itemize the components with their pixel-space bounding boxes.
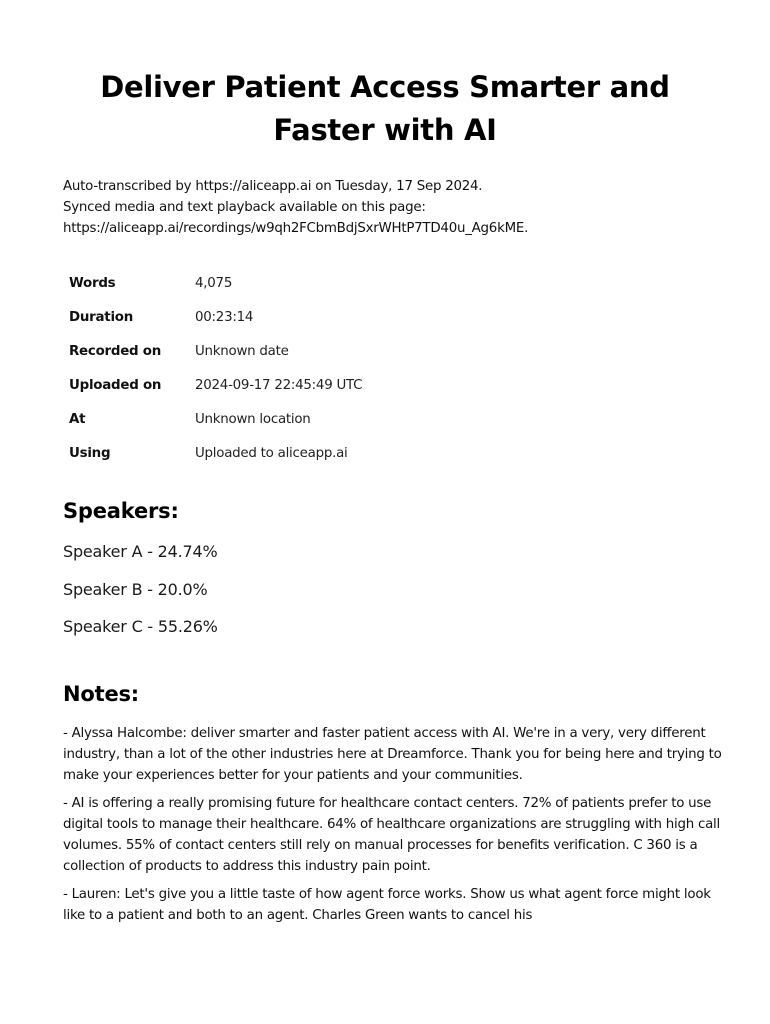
speakers-list [63, 540, 463, 653]
document-title: Deliver Patient Access Smarter and Faster with AI [100, 70, 670, 147]
auto-transcribed-line: Auto-transcribed by https://aliceapp.ai on Tuesday, 17 Sep 2024. [63, 179, 483, 194]
metadata-key: Words [69, 276, 116, 291]
note-paragraph: - Lauren: Let's give you a little taste of how agent force works. Show us what agent force might look like to a patient and both to an agent. Charles Green wants to cancel his [63, 887, 711, 923]
metadata-row-words [69, 273, 489, 307]
note-paragraph: - Alyssa Halcombe: deliver smarter and faster patient access with AI. We're in a very, very different industry, than a lot of the other industries here at Dreamforce. Thank you for being here and trying to make your experiences better for your patients and your communities. [63, 726, 722, 783]
metadata-value: Unknown date [195, 344, 289, 359]
metadata-value: 4,075 [195, 276, 233, 291]
metadata-key: Uploaded on [69, 378, 162, 393]
metadata-row-at [69, 409, 489, 443]
note-paragraph: - AI is offering a really promising future for healthcare contact centers. 72% of patients prefer to use digital tools to manage their healthcare. 64% of healthcare organizations are struggling with high call volumes. 55% of contact centers still rely on manual processes for benefits verification. C 360 is a collection of products to address this industry pain point. [63, 796, 721, 874]
synced-playback-line: Synced media and text playback available on this page: [63, 200, 426, 215]
metadata-row-recorded-on [69, 341, 489, 375]
metadata-row-uploaded-on [69, 375, 489, 409]
metadata-value: Unknown location [195, 412, 311, 427]
metadata-value: 2024-09-17 22:45:49 UTC [195, 378, 363, 393]
metadata-value: Uploaded to aliceapp.ai [195, 446, 348, 461]
metadata-key: At [69, 412, 86, 427]
speakers-heading: Speakers: [63, 499, 179, 523]
speaker-item: Speaker C - 55.26% [63, 617, 218, 636]
metadata-key: Duration [69, 310, 134, 325]
transcription-info [63, 176, 723, 239]
metadata-row-using [69, 443, 489, 477]
metadata-key: Using [69, 446, 111, 461]
notes-list [63, 723, 725, 933]
notes-heading: Notes: [63, 682, 139, 706]
recording-url-line: https://aliceapp.ai/recordings/w9qh2FCbmBdjSxrWHtP7TD40u_Ag6kME. [63, 221, 529, 236]
metadata-key: Recorded on [69, 344, 162, 359]
metadata-table [69, 273, 489, 477]
speaker-item: Speaker B - 20.0% [63, 579, 208, 599]
speaker-item: Speaker A - 24.74% [63, 542, 218, 561]
metadata-row-duration [69, 307, 489, 341]
metadata-value: 00:23:14 [195, 310, 254, 325]
